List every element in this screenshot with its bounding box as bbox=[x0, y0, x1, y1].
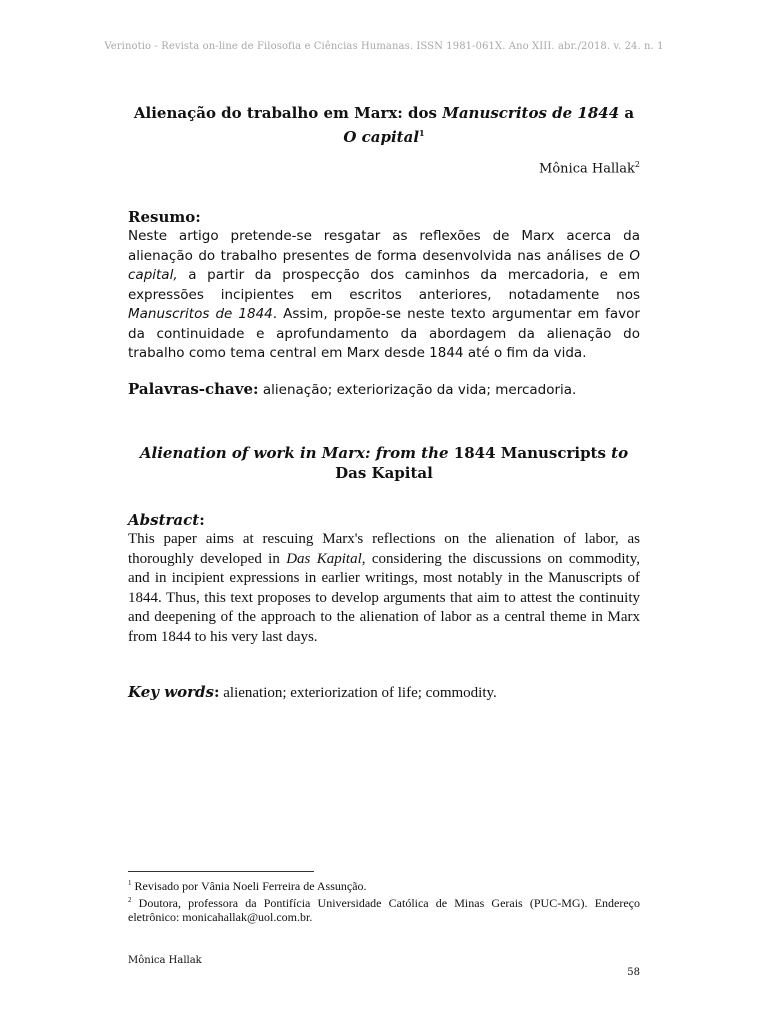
title-text: Alienação do trabalho em Marx: dos bbox=[133, 104, 443, 122]
footnote-ref[interactable]: 2 bbox=[634, 160, 640, 169]
keywords-colon-en: : bbox=[213, 683, 220, 701]
title-italic-text: to bbox=[605, 444, 629, 462]
footnote-item bbox=[128, 893, 640, 924]
footnote-ref[interactable]: 1 bbox=[419, 128, 425, 138]
abstract-text-en bbox=[128, 530, 640, 647]
keywords-label-en: Key words bbox=[128, 683, 214, 701]
author-name bbox=[539, 160, 640, 176]
abstract-label-en bbox=[128, 511, 640, 530]
keywords-pt bbox=[128, 380, 640, 398]
title-italic-text: Manuscritos de 1844 bbox=[442, 104, 620, 122]
abstract-en bbox=[128, 511, 640, 647]
running-head: Verinotio - Revista on-line de Filosofia e Ciências Humanas. ISSN 1981-061X. Ano XIII. abr./2018. v. 24. n. 1 bbox=[104, 41, 664, 52]
article-title-en bbox=[128, 443, 640, 483]
keywords-en bbox=[128, 683, 640, 702]
footnote-mark: 2 bbox=[128, 896, 132, 904]
footnote-item bbox=[128, 876, 640, 893]
footnote-mark: 1 bbox=[128, 879, 132, 887]
footer-author: Mônica Hallak bbox=[128, 955, 202, 966]
abstract-italic: O capital, bbox=[128, 247, 640, 283]
abstract-text-pt bbox=[128, 227, 640, 364]
footnote-divider bbox=[128, 871, 314, 872]
title-text: Das Kapital bbox=[335, 464, 433, 482]
abstract-segment: . Assim, propõe-se neste texto argumentar em favor da continuidade e aprofundamento da abordagem da alienação do trabalho como tema central em Marx desde 1844 até o fim da vida. bbox=[128, 306, 640, 361]
abstract-label-pt: Resumo: bbox=[128, 208, 201, 226]
article-title-pt bbox=[128, 103, 640, 147]
title-text: a bbox=[619, 104, 635, 122]
title-italic-text: O capital bbox=[343, 128, 420, 146]
abstract-italic: Das Kapital bbox=[286, 550, 362, 567]
footnote-text: Doutora, professora da Pontifícia Universidade Católica de Minas Gerais (PUC-MG). Endereço eletrônico: monicahallak@uol.com.br. bbox=[128, 896, 640, 924]
abstract-italic: Manuscritos de 1844 bbox=[128, 306, 273, 322]
keywords-text-pt: alienação; exteriorização da vida; mercadoria. bbox=[258, 382, 577, 398]
footnote-text: Revisado por Vânia Noeli Ferreira de Assunção. bbox=[131, 879, 367, 893]
abstract-segment: This paper aims at rescuing Marx's reflections on the alienation of labor, as thoroughly developed in bbox=[128, 531, 640, 567]
footnotes bbox=[128, 876, 640, 924]
abstract-label-text: Abstract bbox=[128, 511, 200, 529]
title-text: 1844 Manuscripts bbox=[453, 444, 606, 462]
abstract-pt bbox=[128, 208, 640, 364]
title-italic-text: Alienation of work in Marx: from the bbox=[139, 444, 454, 462]
page-number: 58 bbox=[627, 967, 640, 978]
author-text: Mônica Hallak bbox=[539, 161, 635, 177]
abstract-label-colon: : bbox=[199, 511, 205, 529]
abstract-segment: a partir da prospecção dos caminhos da mercadoria, e em expressões incipientes em escritos anteriores, notadamente nos bbox=[128, 267, 640, 303]
keywords-text-en: alienation; exteriorization of life; commodity. bbox=[219, 685, 497, 701]
abstract-segment: , considering the discussions on commodity, and in incipient expressions in earlier writings, most notably in the Manuscripts of 1844. Thus, this text proposes to develop arguments that aim to attest the continuity and deepening of the approach to the alienation of labor as a central theme in Marx from 1844 to his very last days. bbox=[128, 550, 640, 645]
abstract-segment: Neste artigo pretende-se resgatar as reflexões de Marx acerca da alienação do trabalho presentes de forma desenvolvida nas análises de bbox=[128, 228, 640, 264]
keywords-label-pt: Palavras-chave: bbox=[128, 380, 259, 398]
